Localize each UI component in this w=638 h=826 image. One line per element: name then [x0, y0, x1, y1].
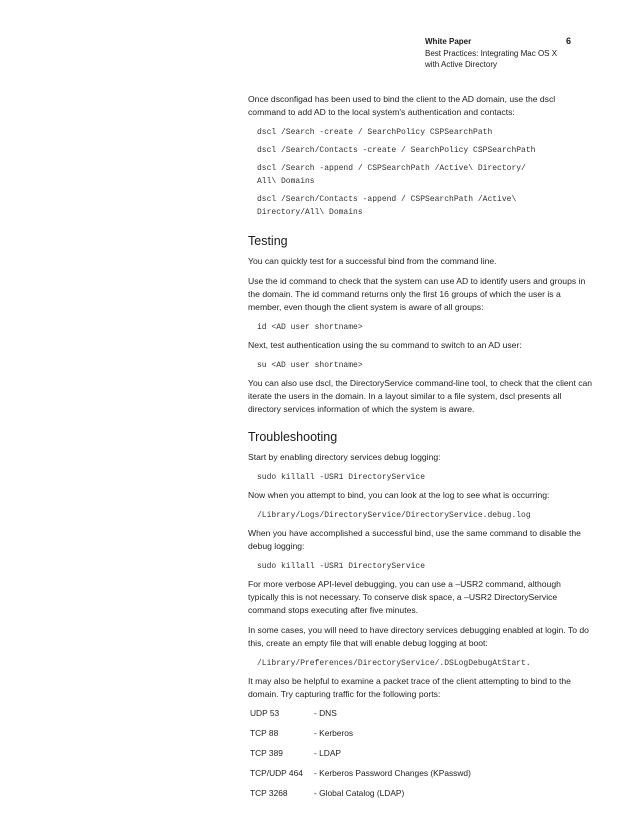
- port-service: - LDAP: [314, 748, 341, 758]
- intro-paragraph: Once dsconfigad has been used to bind the client to the AD domain, use the dscl command to add AD to the local system's authentication and contacts:: [248, 94, 556, 117]
- code-line: dscl /Search/Contacts -create / SearchPolicy CSPSearchPath: [257, 146, 536, 155]
- port-service: - Global Catalog (LDAP): [314, 788, 405, 798]
- testing-paragraph: You can quickly test for a successful bind from the command line.: [248, 256, 497, 266]
- header-subtitle-line2: with Active Directory: [425, 60, 498, 69]
- port-protocol: TCP 389: [250, 748, 283, 758]
- dscl-commands: [248, 126, 593, 219]
- port-protocol: TCP/UDP 464: [250, 768, 303, 778]
- code-line: dscl /Search/Contacts -append / CSPSearchPath /Active\ Directory/All\ Domains: [257, 195, 517, 217]
- port-protocol: TCP 3268: [250, 788, 288, 798]
- ports-table: [250, 708, 471, 808]
- code-line: dscl /Search -create / SearchPolicy CSPSearchPath: [257, 128, 493, 137]
- port-protocol: TCP 88: [250, 728, 279, 738]
- table-row: [250, 788, 471, 808]
- code-line: su <AD user shortname>: [257, 361, 363, 370]
- code-line: sudo killall -USR1 DirectoryService: [257, 473, 426, 482]
- port-service: - Kerberos: [314, 728, 354, 738]
- troubleshooting-paragraph: For more verbose API-level debugging, you can use a –USR2 command, although typically this is not necessary. To conserve disk space, a –USR2 DirectoryService command stops executing after five minutes.: [248, 579, 561, 615]
- table-row: [250, 728, 471, 748]
- page-header: [425, 36, 600, 71]
- troubleshooting-paragraph: Start by enabling directory services debug logging:: [248, 452, 441, 462]
- code-line: dscl /Search -append / CSPSearchPath /Active\ Directory/ All\ Domains: [257, 164, 526, 186]
- header-title: White Paper: [425, 37, 472, 46]
- troubleshooting-paragraph: Now when you attempt to bind, you can look at the log to see what is occurring:: [248, 490, 550, 500]
- port-service: - DNS: [314, 708, 337, 718]
- code-line: /Library/Logs/DirectoryService/DirectoryService.debug.log: [257, 511, 531, 520]
- testing-paragraph: Use the id command to check that the system can use AD to identify users and groups in the domain. The id command returns only the first 16 groups of which the user is a member, even though the client system is aware of all groups:: [248, 276, 586, 312]
- header-subtitle-line1: Best Practices: Integrating Mac OS X: [425, 48, 558, 58]
- troubleshooting-paragraph: In some cases, you will need to have directory services debugging enabled at login. To do this, create an empty file that will enable debug logging at boot:: [248, 625, 589, 648]
- section-heading-troubleshooting: Troubleshooting: [248, 430, 338, 444]
- section-heading-testing: Testing: [248, 234, 288, 248]
- testing-paragraph: You can also use dscl, the DirectoryService command-line tool, to check that the client can iterate the users in the domain. In a layout similar to a file system, dscl presents all directory services information of which the system is aware.: [248, 378, 593, 414]
- troubleshooting-paragraph: When you have accomplished a successful bind, use the same command to disable the debug logging:: [248, 528, 581, 551]
- table-row: [250, 748, 471, 768]
- code-line: id <AD user shortname>: [257, 323, 363, 332]
- page-content: [248, 93, 593, 808]
- table-row: [250, 768, 471, 788]
- table-row: [250, 708, 471, 728]
- page-number: 6: [566, 36, 572, 46]
- code-line: /Library/Preferences/DirectoryService/.DSLogDebugAtStart.: [257, 659, 531, 668]
- port-protocol: UDP 53: [250, 708, 280, 718]
- troubleshooting-paragraph: It may also be helpful to examine a packet trace of the client attempting to bind to the domain. Try capturing traffic for the following ports:: [248, 676, 571, 699]
- code-line: sudo killall -USR1 DirectoryService: [257, 562, 426, 571]
- port-service: - Kerberos Password Changes (KPasswd): [314, 768, 471, 778]
- testing-paragraph: Next, test authentication using the su command to switch to an AD user:: [248, 340, 522, 350]
